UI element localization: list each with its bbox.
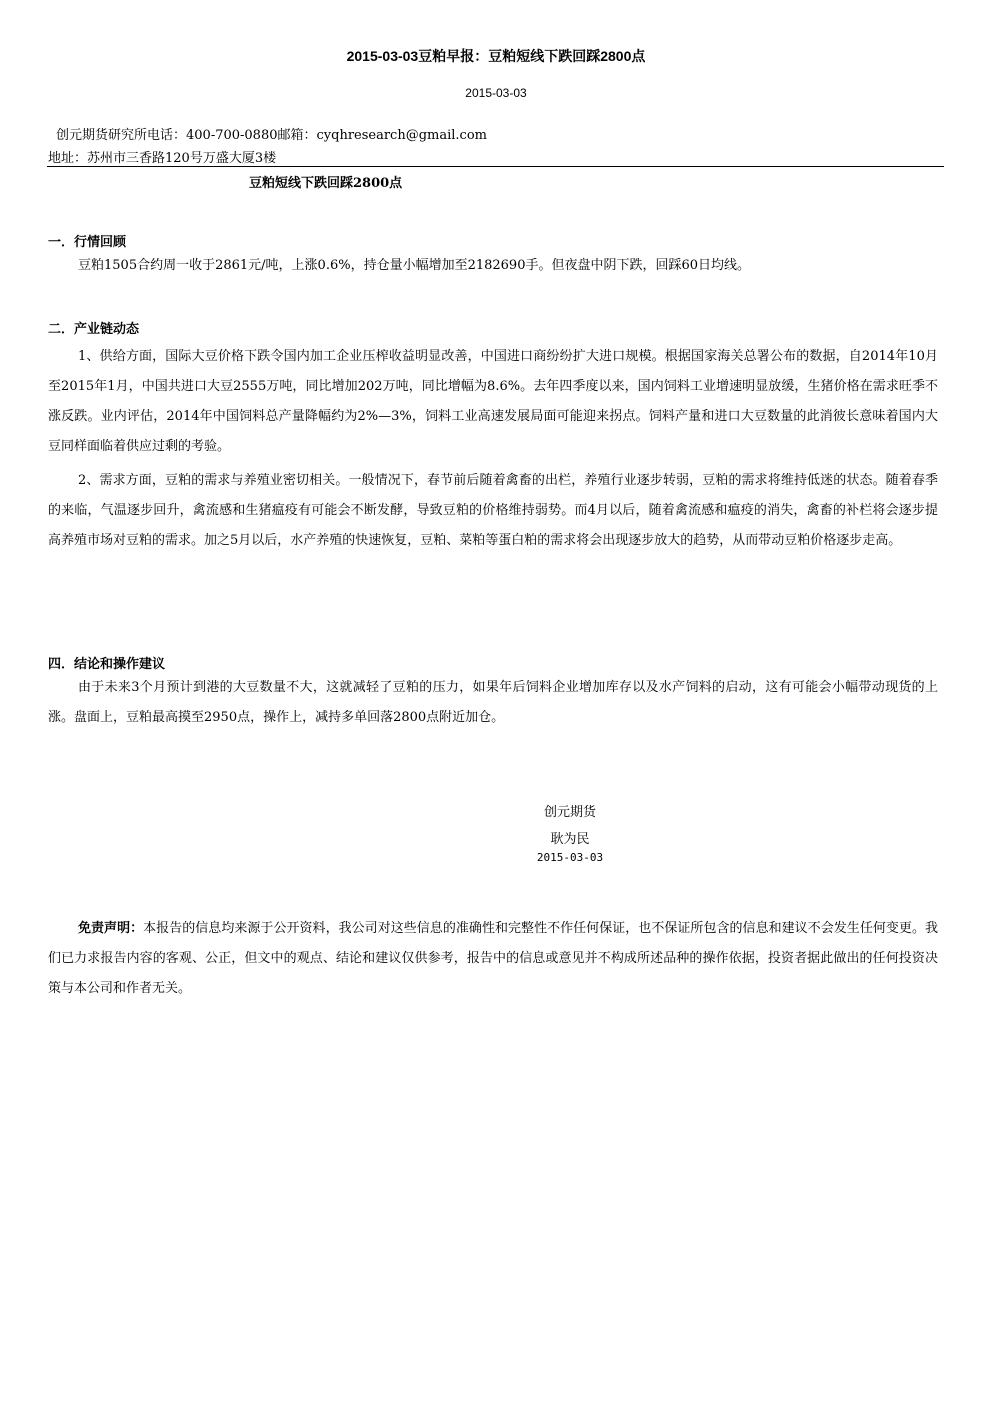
- section-heading-conclusion: 四．结论和操作建议: [48, 657, 166, 672]
- disclaimer-text: 本报告的信息均来源于公开资料，我公司对这些信息的准确性和完整性不作任何保证，也不保证所包含的信息和建议不会发生任何变更。我们已力求报告内容的客观、公正，但文中的观点、结论和建议仅供参考，报告中的信息或意见并不构成所述品种的操作依据，投资者据此做出的任何投资决策与本公司和作者无关。: [48, 921, 938, 996]
- disclaimer: [48, 914, 938, 1004]
- header-divider: [47, 166, 944, 167]
- paragraph-conclusion: 由于未来3个月预计到港的大豆数量不大，这就减轻了豆粕的压力，如果年后饲料企业增加库存以及水产饲料的启动，这有可能会小幅带动现货的上涨。盘面上，豆粕最高摸至2950点，操作上，减持多单回落2800点附近加仓。: [48, 680, 938, 725]
- section-heading-industry-chain: 二．产业链动态: [48, 322, 140, 337]
- signature-date: 2015-03-03: [536, 851, 604, 864]
- section-heading-market-review: 一．行情回顾: [48, 235, 127, 250]
- address-line: 地址：苏州市三香路120号万盛大厦3楼: [48, 151, 277, 166]
- contact-line: 创元期货研究所电话：400-700-0880邮箱：cyqhresearch@gmail.com: [56, 128, 487, 143]
- paragraph-market-review: 豆粕1505合约周一收于2861元/吨，上涨0.6%，持仓量小幅增加至2182690手。但夜盘中阴下跌，回踩60日均线。: [78, 258, 751, 273]
- paragraph-supply: 1、供给方面，国际大豆价格下跌令国内加工企业压榨收益明显改善，中国进口商纷纷扩大进口规模。根据国家海关总署公布的数据，自2014年10月至2015年1月，中国共进口大豆2555万吨，同比增加202万吨，同比增幅为8.6%。去年四季度以来，国内饲料工业增速明显放缓，生猪价格在需求旺季不涨反跌。业内评估，2014年中国饲料总产量降幅约为2%—3%，饲料工业高速发展局面可能迎来拐点。饲料产量和进口大豆数量的此消彼长意味着国内大豆同样面临着供应过剩的考验。: [48, 349, 938, 454]
- signature-author: 耿为民: [550, 832, 590, 847]
- report-subtitle: 豆粕短线下跌回踩2800点: [249, 176, 403, 191]
- report-title: 2015-03-03豆粕早报：豆粕短线下跌回踩2800点: [346, 48, 646, 64]
- paragraph-demand: 2、需求方面，豆粕的需求与养殖业密切相关。一般情况下，春节前后随着禽畜的出栏，养殖行业逐步转弱，豆粕的需求将维持低迷的状态。随着春季的来临，气温逐步回升，禽流感和生猪瘟疫有可能会不断发酵，导致豆粕的价格维持弱势。而4月以后，随着禽流感和瘟疫的消失，禽畜的补栏将会逐步提高养殖市场对豆粕的需求。加之5月以后，水产养殖的快速恢复，豆粕、菜粕等蛋白粕的需求将会出现逐步放大的趋势，从而带动豆粕价格逐步走高。: [48, 473, 938, 548]
- report-date: 2015-03-03: [465, 86, 527, 100]
- signature-company: 创元期货: [543, 805, 596, 820]
- disclaimer-label: 免责声明：: [78, 921, 144, 936]
